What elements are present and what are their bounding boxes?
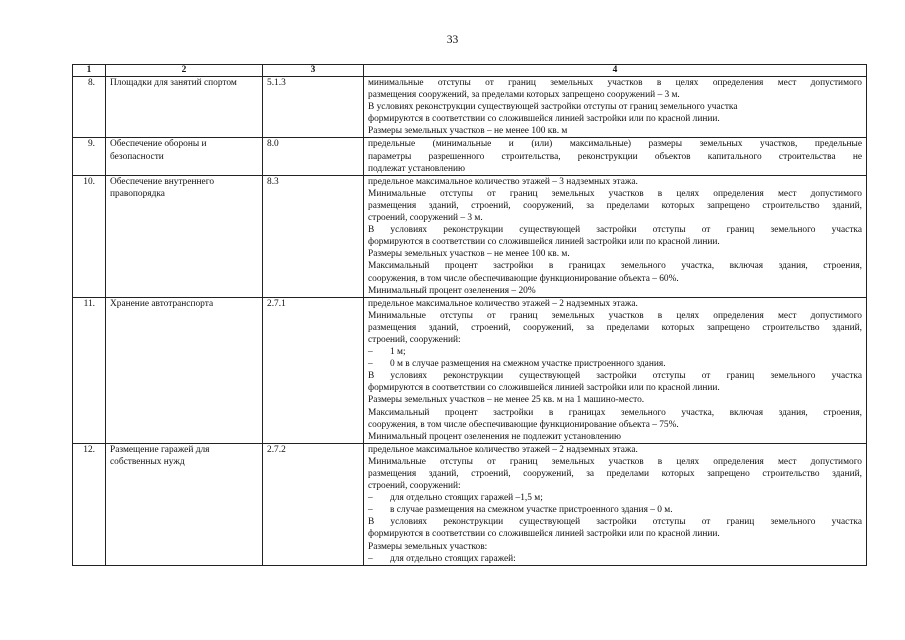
parameter-line: формируются в соответствии со сложившейся линией застройки или по красной линии. xyxy=(368,237,720,248)
use-type-code: 2.7.1 xyxy=(263,297,364,443)
parameter-line: Минимальные отступы от границ земельных участков в целях определения мест допустимого xyxy=(368,456,862,467)
regulations-table xyxy=(72,64,867,566)
use-type-name-line: Обеспечение обороны и xyxy=(110,139,207,150)
use-type-name xyxy=(106,138,263,175)
parameter-line: предельные (минимальные и (или) максимальные) размеры земельных участков, предельные xyxy=(368,139,862,150)
parameter-line: Размеры земельных участков – не менее 25 кв. м на 1 машино-место. xyxy=(368,395,645,406)
parameter-line: В условиях реконструкции существующей застройки отступы от границ земельного участка xyxy=(368,225,862,236)
table-row xyxy=(73,138,867,175)
parameter-line: предельное максимальное количество этажей – 2 надземных этажа. xyxy=(368,298,638,309)
parameter-line: размещения сооружений, за пределами которых запрещено сооружений – 3 м. xyxy=(368,90,680,101)
use-type-name-line: безопасности xyxy=(110,151,164,162)
parameter-line: В условиях реконструкции существующей застройки отступы от границ земельного участка xyxy=(368,517,862,528)
use-type-code: 8.3 xyxy=(263,175,364,297)
parameter-line: Размеры земельных участков: xyxy=(368,541,488,552)
bullet-item xyxy=(368,492,862,504)
use-type-name-line: Обеспечение внутреннего xyxy=(110,176,215,187)
parameter-line: минимальные отступы от границ земельных участков в целях определения мест допустимого xyxy=(368,78,862,88)
parameter-line: В условиях реконструкции существующей застройки отступы от границ земельного участка xyxy=(368,371,862,382)
parameter-line: формируются в соответствии со сложившейся линией застройки или по красной линии. xyxy=(368,529,720,540)
parameter-line: сооружения, в том числе обеспечивающие функционирование объекта – 60%. xyxy=(368,273,679,284)
parameter-line: Размеры земельных участков – не менее 100 кв. м xyxy=(368,126,568,137)
parameters-cell xyxy=(364,138,867,175)
row-number: 8. xyxy=(73,77,106,138)
parameter-line: сооружения, в том числе обеспечивающие функционирование объекта – 75%. xyxy=(368,419,679,430)
parameter-line: строений, сооружений: xyxy=(368,481,461,492)
use-type-name xyxy=(106,297,263,443)
use-type-name-line: Хранение автотранспорта xyxy=(110,298,214,309)
bullet-item xyxy=(368,346,862,358)
dash-marker: – xyxy=(368,359,373,370)
parameter-line: строений, сооружений: xyxy=(368,334,461,345)
bullet-text: для отдельно стоящих гаражей: xyxy=(390,553,516,564)
bullet-item xyxy=(368,358,862,370)
parameters-cell xyxy=(364,443,867,565)
use-type-name xyxy=(106,175,263,297)
row-number: 11. xyxy=(73,297,106,443)
bullet-text: в случае размещения на смежном участке пристроенного здания – 0 м. xyxy=(390,505,673,516)
parameter-line: В условиях реконструкции существующей застройки отступы от границ земельного участка xyxy=(368,102,738,113)
bullet-text: для отдельно стоящих гаражей –1,5 м; xyxy=(390,493,543,504)
parameter-line: формируются в соответствии со сложившейся линией застройки или по красной линии. xyxy=(368,383,720,394)
use-type-name-line: Размещение гаражей для xyxy=(110,444,210,455)
header-col-2: 2 xyxy=(106,65,263,77)
table-row xyxy=(73,297,867,443)
parameter-line: размещения зданий, строений, сооружений, за пределами которых запрещено строительство зданий, xyxy=(368,200,862,211)
parameter-line: подлежат установлению xyxy=(368,163,465,174)
use-type-name xyxy=(106,77,263,138)
parameters-cell xyxy=(364,175,867,297)
row-number: 12. xyxy=(73,443,106,565)
parameter-line: Минимальные отступы от границ земельных участков в целях определения мест допустимого xyxy=(368,188,862,199)
use-type-name-line: правопорядка xyxy=(110,188,165,199)
row-number: 10. xyxy=(73,175,106,297)
dash-marker: – xyxy=(368,505,373,516)
use-type-name xyxy=(106,443,263,565)
header-col-3: 3 xyxy=(263,65,364,77)
parameter-line: Минимальные отступы от границ земельных участков в целях определения мест допустимого xyxy=(368,310,862,321)
use-type-name-line: собственных нужд xyxy=(110,456,185,467)
bullet-item xyxy=(368,504,862,516)
parameter-line: формируются в соответствии со сложившейся линией застройки или по красной линии. xyxy=(368,114,720,125)
bullet-item xyxy=(368,553,862,565)
parameters-cell xyxy=(364,297,867,443)
bullet-text: 0 м в случае размещения на смежном участке пристроенного здания. xyxy=(390,359,666,370)
header-col-1: 1 xyxy=(73,65,106,77)
parameter-line: Максимальный процент застройки в границах земельного участка, включая здания, строения, xyxy=(368,407,862,418)
row-number: 9. xyxy=(73,138,106,175)
dash-marker: – xyxy=(368,493,373,504)
dash-marker: – xyxy=(368,553,373,564)
page-number: 33 xyxy=(446,34,459,46)
parameter-line: параметры разрешенного строительства, реконструкции объектов капитального строительства не xyxy=(368,151,862,162)
table-header-row xyxy=(73,65,867,77)
use-type-name-line: Площадки для занятий спортом xyxy=(110,78,237,88)
parameter-line: предельное максимальное количество этажей – 3 надземных этажа. xyxy=(368,176,638,187)
parameter-line: Размеры земельных участков – не менее 100 кв. м. xyxy=(368,249,570,260)
table-row xyxy=(73,77,867,138)
parameter-line: строений, сооружений – 3 м. xyxy=(368,213,483,224)
parameter-line: предельное максимальное количество этажей – 2 надземных этажа. xyxy=(368,444,638,455)
table-row xyxy=(73,443,867,565)
bullet-text: 1 м; xyxy=(390,347,406,358)
dash-marker: – xyxy=(368,347,373,358)
parameters-cell xyxy=(364,77,867,138)
parameter-line: размещения зданий, строений, сооружений, за пределами которых запрещено строительство зданий, xyxy=(368,322,862,333)
parameter-line: размещения зданий, строений, сооружений, за пределами которых запрещено строительство зданий, xyxy=(368,469,862,479)
table-row xyxy=(73,175,867,297)
use-type-code: 5.1.3 xyxy=(263,77,364,138)
use-type-code: 2.7.2 xyxy=(263,443,364,565)
header-col-4: 4 xyxy=(364,65,867,77)
use-type-code: 8.0 xyxy=(263,138,364,175)
parameter-line: Максимальный процент застройки в границах земельного участка, включая здания, строения, xyxy=(368,261,862,272)
parameter-line: Минимальный процент озеленения не подлежит установлению xyxy=(368,431,622,442)
parameter-line: Минимальный процент озеленения – 20% xyxy=(368,285,536,296)
